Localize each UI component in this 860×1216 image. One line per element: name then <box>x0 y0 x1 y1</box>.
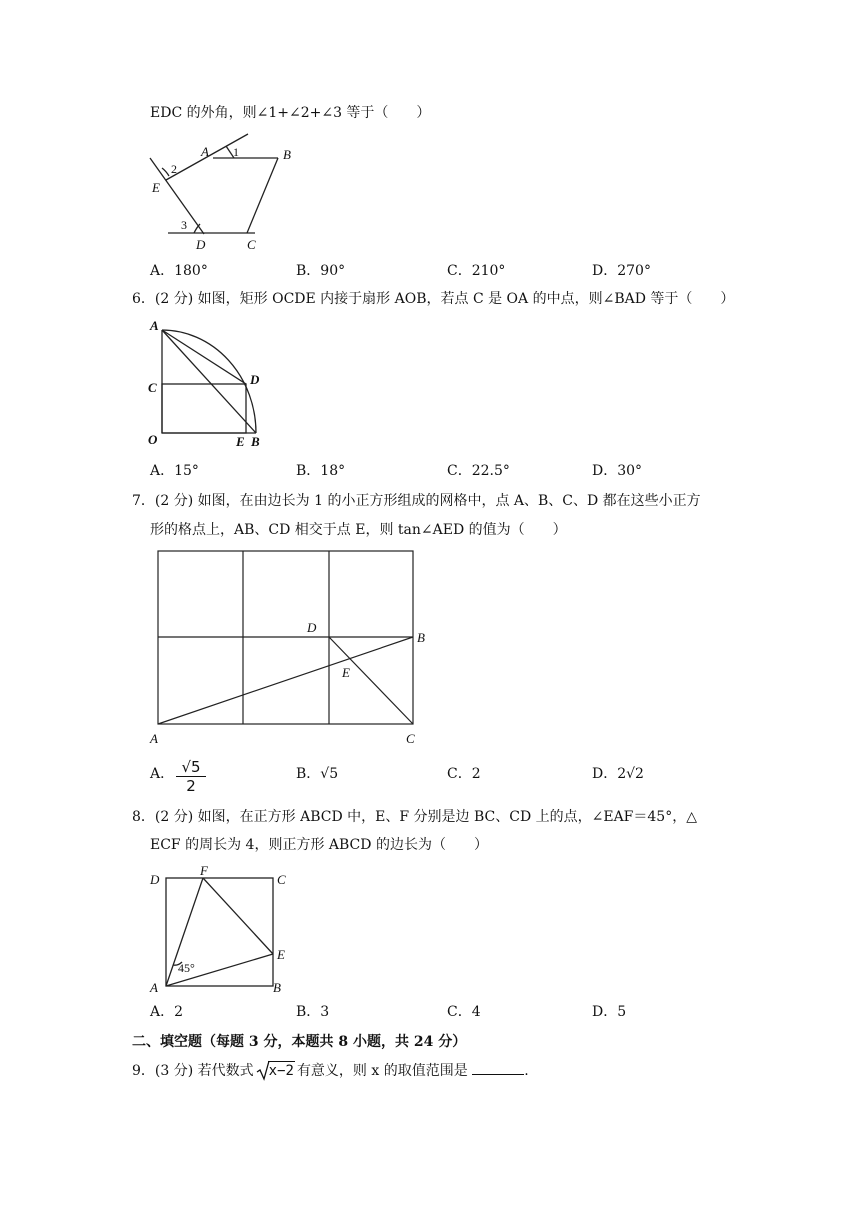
q9-suffix: 有意义，则 x 的取值范围是 <box>296 1063 468 1079</box>
q8-label-b: B <box>273 980 281 995</box>
q8-label-f: F <box>200 863 208 878</box>
q8-stem-line2: ECF 的周长为 4，则正方形 ABCD 的边长为（ ） <box>150 837 488 853</box>
q8-label-c: C <box>277 872 286 887</box>
q6-label-d: D <box>250 372 260 387</box>
q9-line <box>132 1062 529 1084</box>
section2-heading: 二、填空题（每题 3 分，本题共 8 小题，共 24 分） <box>132 1034 467 1050</box>
q7-label-b: B <box>417 630 425 645</box>
q7-label-d: D <box>307 620 317 635</box>
q6-label-c: C <box>148 380 157 395</box>
q9-answer-blank[interactable] <box>472 1062 524 1075</box>
q8-option-c[interactable]: C．4 <box>447 1004 481 1020</box>
q7-option-c[interactable]: C．2 <box>447 766 481 782</box>
q8-option-d[interactable]: D．5 <box>592 1004 627 1020</box>
q7-option-b[interactable]: B．√5 <box>296 766 339 782</box>
q5-option-b[interactable]: B．90° <box>296 263 346 279</box>
q5-label-d: D <box>196 237 206 252</box>
q6-label-e: E <box>236 434 245 449</box>
q5-option-d[interactable]: D．270° <box>592 263 651 279</box>
q6-option-d[interactable]: D．30° <box>592 463 643 479</box>
q6-label-a: A <box>150 318 159 333</box>
q8-option-a[interactable]: A．2 <box>150 1004 184 1020</box>
q9-radical <box>256 1064 295 1078</box>
q7-stem-line2: 形的格点上，AB、CD 相交于点 E，则 tan∠AED 的值为（ ） <box>150 522 567 538</box>
q8-angle-label: 45° <box>178 961 195 975</box>
q5-angle-3: 3 <box>181 218 187 232</box>
q6-stem: 6．(2 分) 如图，矩形 OCDE 内接于扇形 AOB，若点 C 是 OA 的中点，则∠BAD 等于（ ） <box>132 291 735 307</box>
q9-end: . <box>524 1063 529 1079</box>
q5-option-a[interactable]: A．180° <box>150 263 208 279</box>
q8-label-d: D <box>150 872 160 887</box>
sqrt-icon <box>256 1060 270 1082</box>
q6-option-a[interactable]: A．15° <box>150 463 199 479</box>
q7-option-a-numerator: √5 <box>176 760 206 777</box>
q6-label-b: B <box>251 434 260 449</box>
q7-option-a-denominator: 2 <box>186 777 196 795</box>
q9-prefix: 9．(3 分) 若代数式 <box>132 1063 254 1079</box>
q5-label-b: B <box>283 147 291 162</box>
q6-option-b[interactable]: B．18° <box>296 463 346 479</box>
q7-label-c: C <box>406 731 415 746</box>
q9-radicand: x−2 <box>268 1063 294 1079</box>
q8-label-e: E <box>277 947 285 962</box>
q5-option-c[interactable]: C．210° <box>447 263 506 279</box>
q5-label-c: C <box>247 237 256 252</box>
q8-stem-line1: 8．(2 分) 如图，在正方形 ABCD 中，E、F 分别是边 BC、CD 上的点，∠EAF＝45°，△ <box>132 809 697 825</box>
q6-option-c[interactable]: C．22.5° <box>447 463 510 479</box>
q5-stem-tail: EDC 的外角，则∠1+∠2+∠3 等于（ ） <box>150 105 431 121</box>
q7-label-e: E <box>342 665 350 680</box>
q8-label-a: A <box>150 980 158 995</box>
q5-label-a: A <box>201 144 209 159</box>
q8-option-b[interactable]: B．3 <box>296 1004 330 1020</box>
q7-option-d[interactable]: D．2√2 <box>592 766 644 782</box>
q7-label-a: A <box>150 731 158 746</box>
q7-stem-line1: 7．(2 分) 如图，在由边长为 1 的小正方形组成的网格中，点 A、B、C、D 都在这些小正方 <box>132 493 701 509</box>
q6-label-o: O <box>148 432 158 447</box>
q5-angle-1: 1 <box>233 145 239 159</box>
q5-label-e: E <box>152 180 160 195</box>
q5-angle-2: 2 <box>171 162 177 176</box>
q7-option-a-fraction <box>176 760 206 794</box>
q7-option-a-prefix: A． <box>150 766 175 782</box>
